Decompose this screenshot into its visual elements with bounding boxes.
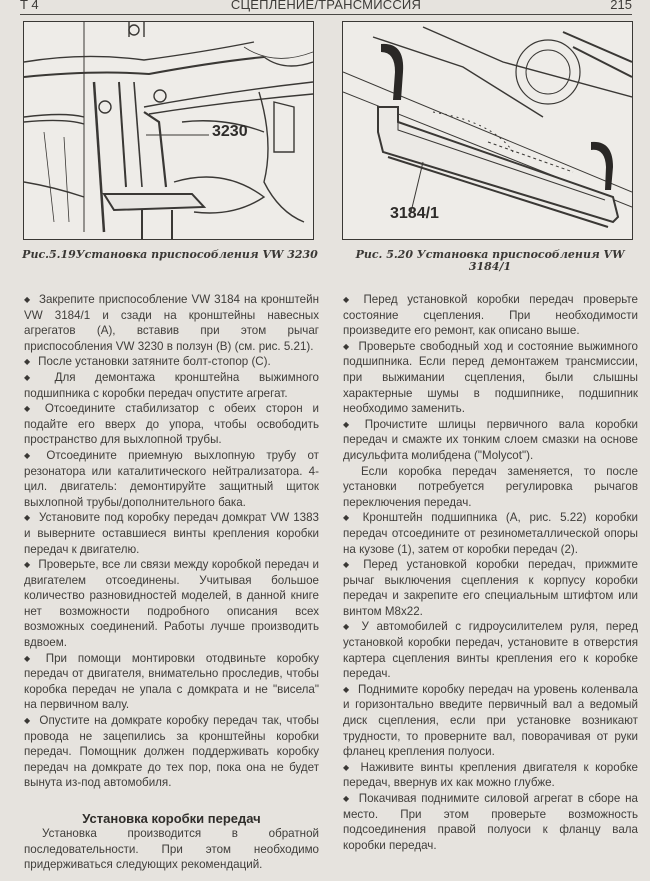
header-section-code: T 4 xyxy=(20,0,39,12)
bullet-paragraph: ◆ Закрепите приспособление VW 3184 на кронштейн VW 3184/1 и сзади на кронштейны навесных агрегатов (А), вставив при этом рычаг приспособления VW 3230 в ползун (В) (см. рис. 5.21). xyxy=(24,292,319,354)
bullet-paragraph: ◆ Кронштейн подшипника (А, рис. 5.22) коробки передач отсоедините от резинометаллической опоры на кузове (1), затем от коробки передач (2). xyxy=(343,510,638,557)
bullet-paragraph: ◆ Перед установкой коробки передач проверьте состояние сцепления. При необходимости произведите его ремонт, как описано выше. xyxy=(343,292,638,339)
bullet-paragraph: ◆ Прочистите шлицы первичного вала коробки передач и смажте их тонким слоем смазки на основе дисульфита молибдена ("Molycot"). xyxy=(343,417,638,464)
figure-5-19 xyxy=(23,21,314,240)
bullet-paragraph: ◆ Наживите винты крепления двигателя к коробке передач, ввернув их как можно глубже. xyxy=(343,760,638,791)
figure-5-19-drawing xyxy=(24,22,313,239)
bullet-paragraph: ◆ После установки затяните болт-стопор (С). xyxy=(24,354,319,370)
figure-caption: Рис.5.19Установка приспособления VW 3230 xyxy=(22,248,318,261)
indented-paragraph: Если коробка передач заменяется, то после установки потребуется регулировка рычагов переключения передач. xyxy=(343,464,638,509)
figure-caption: Рис. 5.20 Установка приспособления VW 3184/1 xyxy=(355,248,625,273)
figure-callout-label: 3230 xyxy=(212,123,248,140)
bullet-paragraph: ◆ Перед установкой коробки передач, прижмите рычаг выключения сцепления к корпусу коробки передач и закрепите его специальным штифтом или винтом М8х22. xyxy=(343,557,638,619)
bullet-paragraph: ◆ При помощи монтировки отодвиньте коробку передач от двигателя, внимательно проследив, чтобы коробка передач не упала с домкрата и не "висела" на первичном валу. xyxy=(24,651,319,713)
figure-5-20-drawing xyxy=(343,22,632,239)
bullet-paragraph: ◆ Проверьте свободный ход и состояние выжимного подшипника. Если перед демонтажем трансмиссии, при выжимании сцепления, были слышны характерные шумы в подшипнике, подшипник необходимо заменить. xyxy=(343,339,638,417)
bullet-paragraph: ◆ Установите под коробку передач домкрат VW 1383 и выверните оставшиеся винты крепления коробки передач к двигателю. xyxy=(24,510,319,557)
bullet-paragraph: ◆ Опустите на домкрате коробку передач так, чтобы провода не зацепились за кронштейны коробки передач. Помощник должен поддерживать коробку передач на домкрате до тех пор, пока она не будет вынута из-под автомобиля. xyxy=(24,713,319,791)
figure-callout-label: 3184/1 xyxy=(390,205,439,222)
figure-5-20 xyxy=(342,21,633,240)
section-heading: Установка коробки передач xyxy=(82,811,261,826)
bullet-paragraph: ◆ Поднимите коробку передач на уровень коленвала и горизонтально введите первичный вал а ведомый диск сцепления, если при установке возникают трудности, то проверните вал, поворачивая от руки фланец крепления полуоси. xyxy=(343,682,638,760)
page-number: 215 xyxy=(610,0,632,12)
bullet-paragraph: ◆ Проверьте, все ли связи между коробкой передач и двигателем отсоединены. Учитывая большое количество разновидностей моделей, в данной книге нет возможности подробного описания всех возможных соединений. Работы лучше производить вдвоем. xyxy=(24,557,319,651)
left-text-column xyxy=(24,292,319,873)
bullet-paragraph: ◆ У автомобилей с гидроусилителем руля, перед установкой коробки передач, установите в отверстия картера сцепления винты крепления его к коробке передач. xyxy=(343,619,638,681)
right-text-column xyxy=(343,292,638,853)
header-title: СЦЕПЛЕНИЕ/ТРАНСМИССИЯ xyxy=(230,0,422,12)
bullet-paragraph: ◆ Покачивая поднимите силовой агрегат в сборе на место. При этом проверьте возможность подсоединения правой полуоси к фланцу вала коробки передач. xyxy=(343,791,638,853)
section-paragraph: Установка производится в обратной последовательности. При этом необходимо придерживаться следующих рекомендаций. xyxy=(24,827,319,872)
bullet-paragraph: ◆ Отсоедините стабилизатор с обеих сторон и подайте его вверх до упора, чтобы освободить пространство для выхлопной трубы. xyxy=(24,401,319,448)
bullet-paragraph: ◆ Для демонтажа кронштейна выжимного подшипника с коробки передач опустите агрегат. xyxy=(24,370,319,401)
bullet-paragraph: ◆ Отсоедините приемную выхлопную трубу от резонатора или каталитического нейтрализатора. 4-цил. двигатель: демонтируйте защитный щиток выхлопной трубы/дополнительного бака. xyxy=(24,448,319,510)
page-header xyxy=(20,0,632,15)
